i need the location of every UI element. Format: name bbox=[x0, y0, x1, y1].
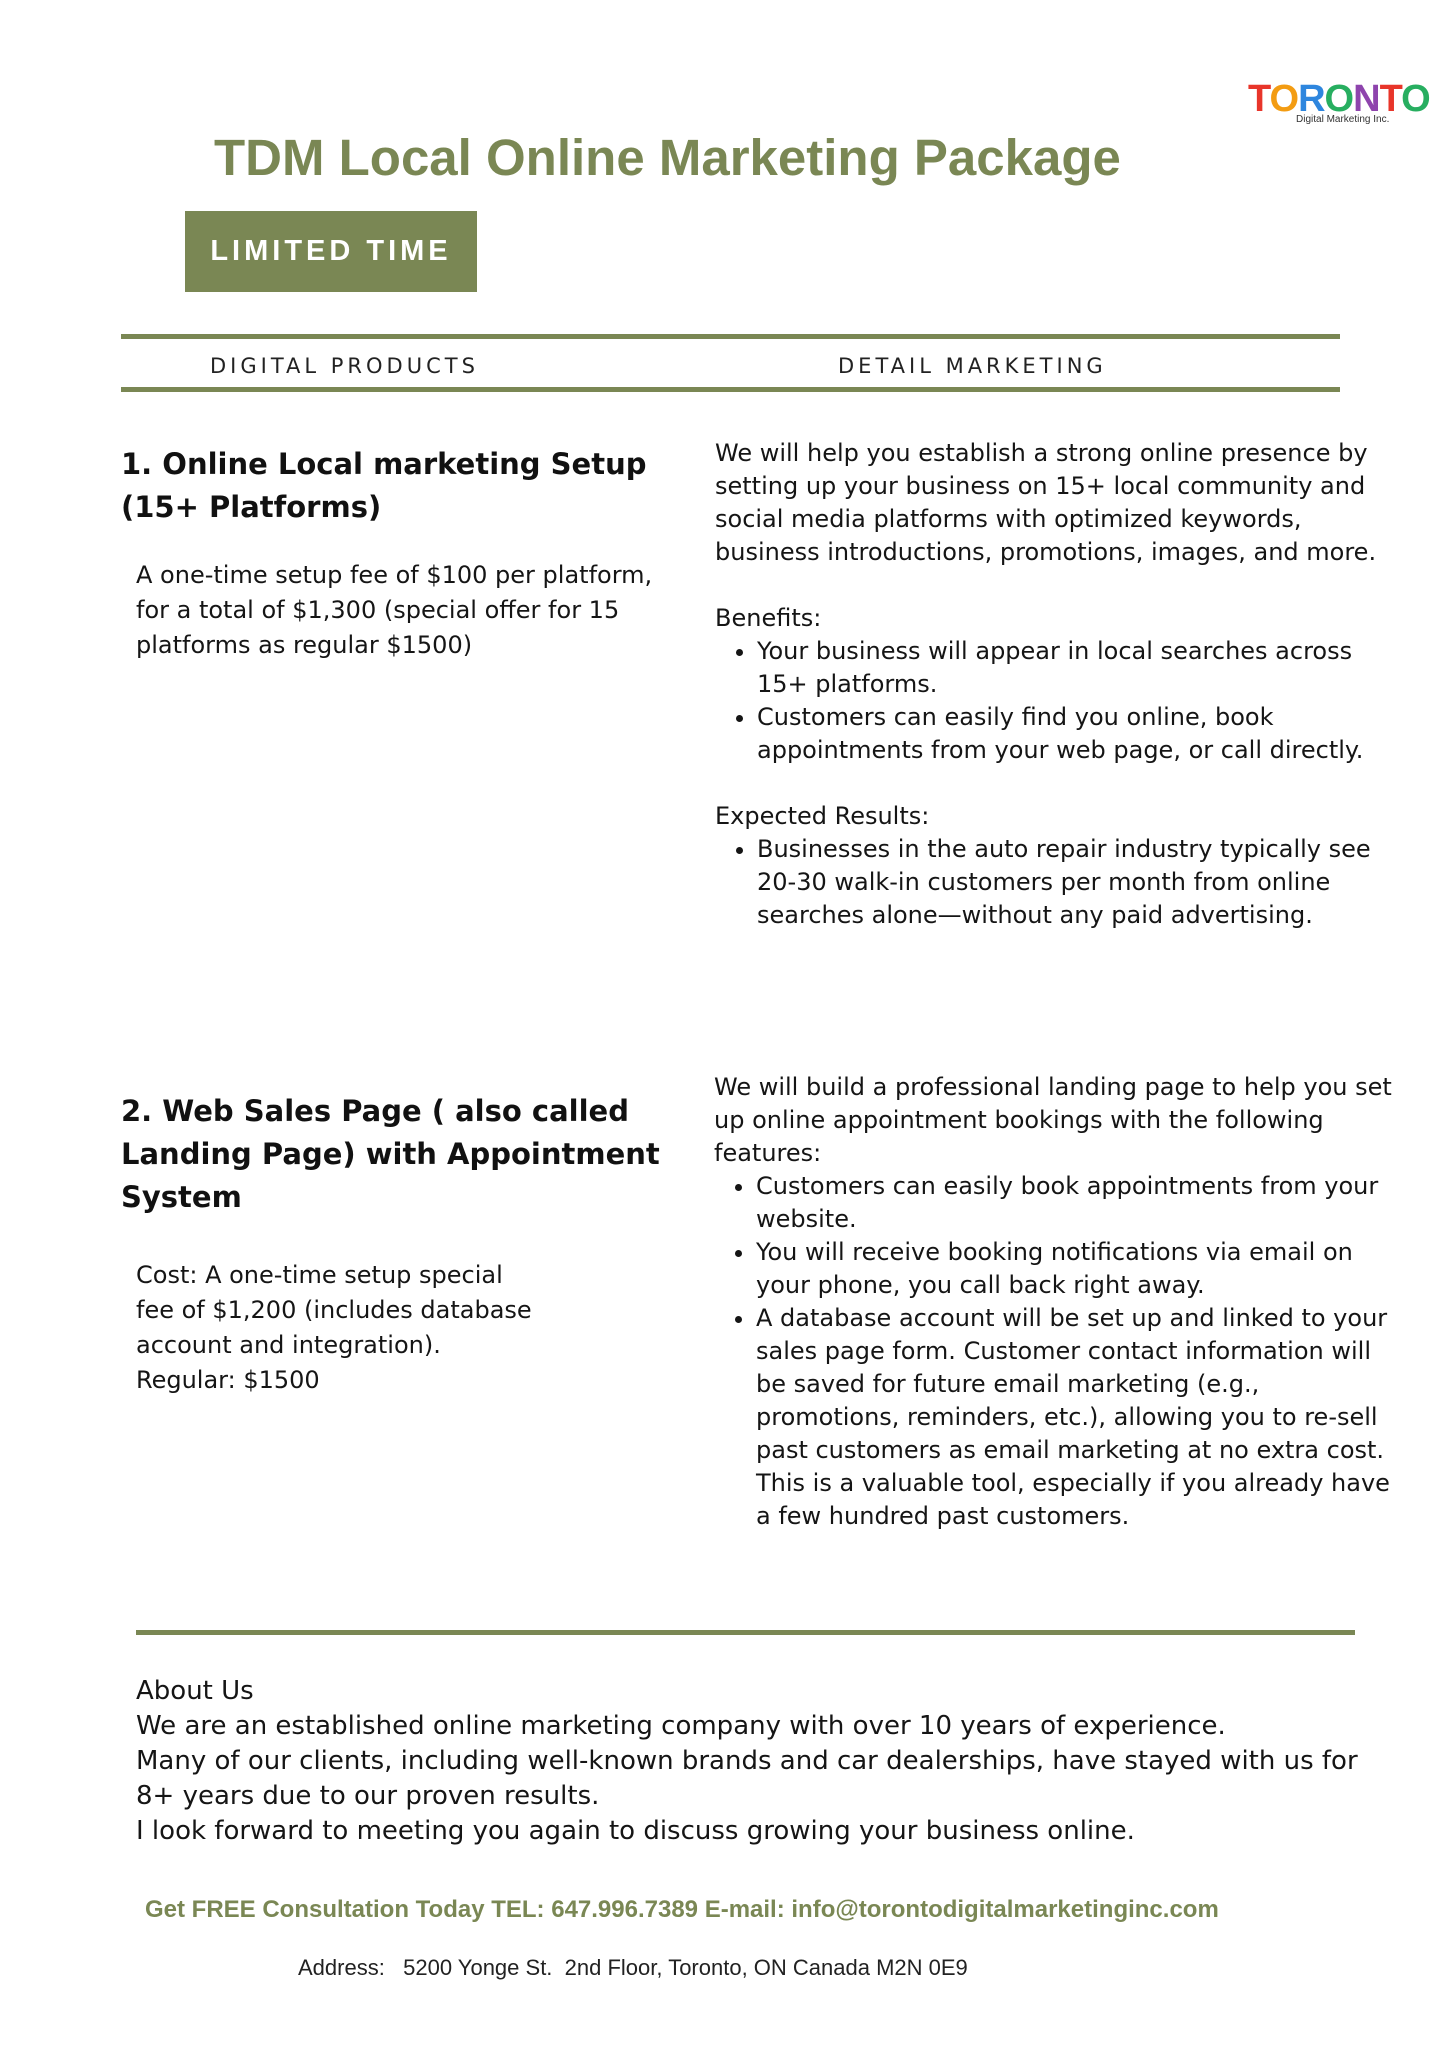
logo-letter: O bbox=[1401, 78, 1430, 120]
features-list bbox=[714, 1170, 1394, 1533]
section2-intro: We will build a professional landing page to help you set up online appointment bookings with the following features: bbox=[714, 1073, 1392, 1167]
column-header-detail-marketing: DETAIL MARKETING bbox=[838, 354, 1107, 378]
section-divider bbox=[136, 1630, 1355, 1635]
address-line: Address: 5200 Yonge St. 2nd Floor, Toronto, ON Canada M2N 0E9 bbox=[298, 1955, 968, 1980]
section2-price: Cost: A one-time setup special fee of $1,200 (includes database account and integration). bbox=[136, 1261, 532, 1359]
expected-results-list bbox=[715, 833, 1395, 932]
page-title: TDM Local Online Marketing Package bbox=[214, 129, 1121, 186]
section1-heading: 1. Online Local marketing Setup (15+ Platforms) bbox=[121, 447, 647, 524]
section2-regular-price: Regular: $1500 bbox=[136, 1366, 320, 1394]
section1-intro: We will help you establish a strong online presence by setting up your business on 15+ local community and social media platforms with optimized keywords, business introductions, promotions, images, and more. bbox=[715, 439, 1377, 566]
about-line: I look forward to meeting you again to discuss growing your business online. bbox=[136, 1816, 1135, 1846]
list-item: • Customers can easily find you online, book appointments from your web page, or call directly. bbox=[757, 701, 1395, 767]
list-item: • Businesses in the auto repair industry typically see 20-30 walk-in customers per month from online searches alone—without any paid advertising. bbox=[757, 833, 1395, 932]
about-us bbox=[136, 1674, 1366, 1849]
badge-label: LIMITED TIME bbox=[210, 235, 452, 267]
section1-price: A one-time setup fee of $100 per platform, for a total of $1,300 (special offer for 15 platforms as regular $1500) bbox=[136, 561, 653, 659]
list-item: • Your business will appear in local searches across 15+ platforms. bbox=[757, 635, 1395, 701]
contact-line: Get FREE Consultation Today TEL: 647.996.7389 E-mail: info@torontodigitalmarketinginc.com bbox=[145, 1896, 1219, 1923]
logo-letter: R bbox=[1298, 78, 1325, 120]
section2-heading: 2. Web Sales Page ( also called Landing Page) with Appointment System bbox=[121, 1094, 660, 1214]
logo-letter: T bbox=[1248, 78, 1270, 120]
section2-details bbox=[714, 1071, 1394, 1533]
logo-letter: O bbox=[1324, 78, 1354, 120]
about-label: About Us bbox=[136, 1676, 254, 1706]
header-top-rule bbox=[121, 334, 1340, 339]
benefits-list bbox=[715, 635, 1395, 767]
list-item: • Customers can easily book appointments from your website. bbox=[756, 1170, 1394, 1236]
about-line: We are an established online marketing company with over 10 years of experience. bbox=[136, 1711, 1226, 1741]
logo-letter: O bbox=[1269, 78, 1299, 120]
expected-results-label: Expected Results: bbox=[715, 802, 930, 830]
column-header-digital-products: DIGITAL PRODUCTS bbox=[210, 354, 479, 378]
company-logo bbox=[1248, 78, 1430, 130]
header-bottom-rule bbox=[121, 387, 1340, 392]
benefits-label: Benefits: bbox=[715, 604, 822, 632]
section2-pricing bbox=[136, 1258, 536, 1398]
logo-letter: N bbox=[1353, 78, 1380, 120]
about-line: Many of our clients, including well-known brands and car dealerships, have stayed with us for 8+ years due to our proven results. bbox=[136, 1746, 1358, 1811]
limited-time-badge bbox=[185, 211, 477, 292]
list-item: • You will receive booking notifications via email on your phone, you call back right away. bbox=[756, 1236, 1394, 1302]
logo-subtitle: Digital Marketing Inc. bbox=[1296, 114, 1390, 125]
logo-letter: T bbox=[1379, 78, 1402, 120]
section1-details bbox=[715, 437, 1395, 932]
list-item: • A database account will be set up and linked to your sales page form. Customer contact information will be saved for future email marketing (e.g., promotions, reminders, etc.), allowing you to re-sell past customers as email marketing at no extra cost. This is a valuable tool, especially if you already have a few hundred past customers. bbox=[756, 1302, 1394, 1533]
